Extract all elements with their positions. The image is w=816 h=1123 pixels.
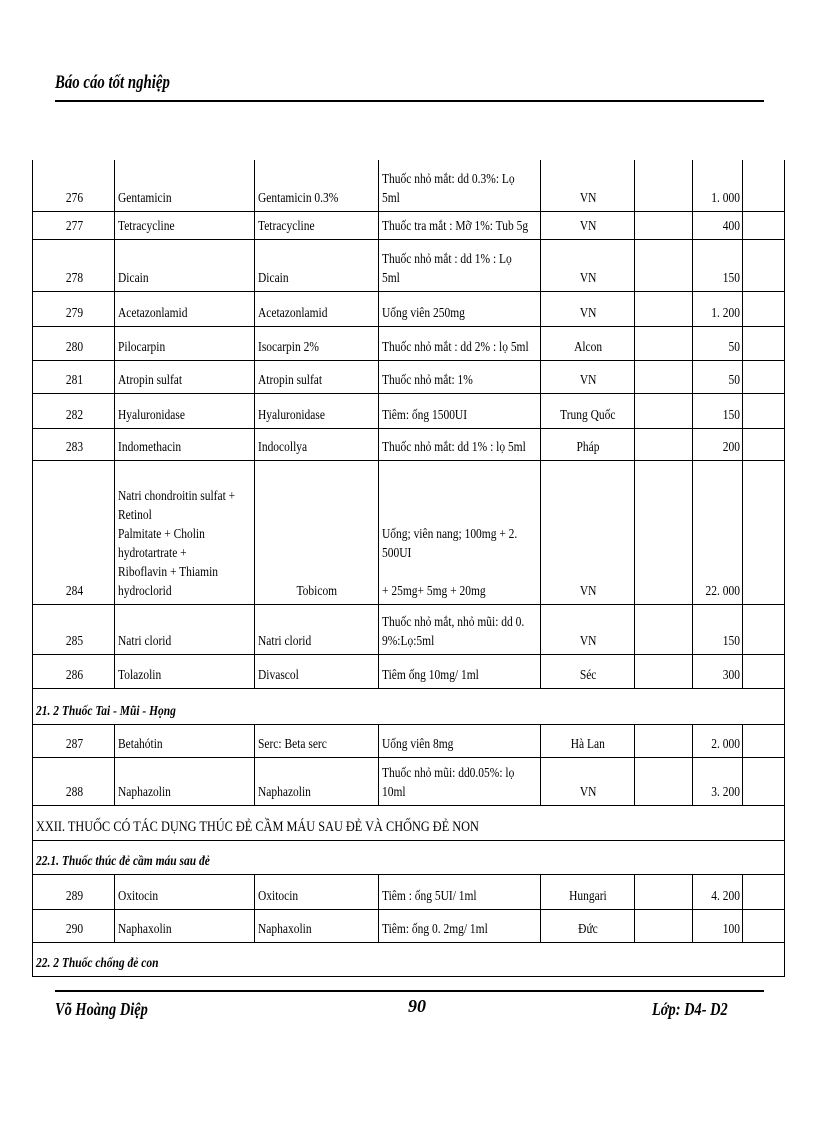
origin: VN bbox=[579, 190, 597, 206]
origin: VN bbox=[579, 583, 597, 599]
table-row bbox=[33, 757, 785, 805]
row-number: 282 bbox=[65, 407, 83, 423]
row-number: 277 bbox=[65, 218, 83, 234]
quantity: 2. 000 bbox=[711, 736, 740, 752]
row-number: 288 bbox=[65, 784, 83, 800]
table-row bbox=[33, 211, 785, 239]
origin: Pháp bbox=[576, 439, 600, 455]
row-number: 281 bbox=[65, 372, 83, 388]
dosage-form-line: 500UI bbox=[382, 545, 412, 561]
origin: VN bbox=[579, 633, 597, 649]
dosage-form: Thuốc nhỏ mắt : dd 2% : lọ 5ml bbox=[382, 339, 529, 355]
table-row bbox=[33, 724, 785, 757]
brand-name: Serc: Beta serc bbox=[258, 736, 327, 752]
drug-name: Betahótin bbox=[118, 736, 163, 752]
brand-name: Natri clorid bbox=[258, 633, 312, 649]
origin: VN bbox=[579, 270, 597, 286]
drug-name-line: Retinol bbox=[118, 507, 152, 523]
table-row bbox=[33, 239, 785, 291]
dosage-form: Thuốc nhỏ mắt: dd 1% : lọ 5ml bbox=[382, 439, 526, 455]
row-number: 290 bbox=[65, 921, 83, 937]
subsection-row bbox=[33, 942, 785, 976]
quantity: 50 bbox=[728, 372, 740, 388]
row-number: 284 bbox=[65, 583, 83, 599]
drug-name: Tetracycline bbox=[118, 218, 175, 234]
table-row bbox=[33, 460, 785, 604]
row-number: 278 bbox=[65, 270, 83, 286]
origin: VN bbox=[579, 784, 597, 800]
row-number: 283 bbox=[65, 439, 83, 455]
origin: Đức bbox=[578, 921, 598, 937]
dosage-form-cont: 10ml bbox=[382, 784, 406, 800]
section-row bbox=[33, 805, 785, 840]
drug-name: Gentamicin bbox=[118, 190, 172, 206]
table-row bbox=[33, 326, 785, 360]
page-header-title: Báo cáo tốt nghiệp bbox=[55, 72, 170, 93]
dosage-form: Thuốc nhỏ mắt: 1% bbox=[382, 372, 473, 388]
drug-name: Pilocarpin bbox=[118, 339, 166, 355]
footer-rule bbox=[55, 990, 764, 992]
drug-table bbox=[32, 160, 785, 977]
origin: Alcon bbox=[573, 339, 603, 355]
row-number: 279 bbox=[65, 305, 83, 321]
brand-name: Tetracycline bbox=[258, 218, 315, 234]
dosage-form-cont: 5ml bbox=[382, 270, 400, 286]
quantity: 400 bbox=[722, 218, 740, 234]
dosage-form-cont: 9%:Lọ:5ml bbox=[382, 633, 435, 649]
drug-name: Natri clorid bbox=[118, 633, 172, 649]
row-number: 285 bbox=[65, 633, 83, 649]
brand-name: Isocarpin 2% bbox=[258, 339, 319, 355]
brand-name: Dicain bbox=[258, 270, 289, 286]
brand-name: Gentamicin 0.3% bbox=[258, 190, 339, 206]
quantity: 22. 000 bbox=[705, 583, 740, 599]
dosage-form-line: Uống; viên nang; 100mg + 2. bbox=[382, 526, 518, 542]
footer-author: Võ Hoàng Diệp bbox=[55, 999, 148, 1019]
quantity: 150 bbox=[722, 633, 740, 649]
quantity: 4. 200 bbox=[711, 888, 740, 904]
drug-name: Tolazolin bbox=[118, 667, 162, 683]
subsection-heading: 22. 2 Thuốc chống đẻ con bbox=[36, 955, 159, 971]
row-number: 289 bbox=[65, 888, 83, 904]
origin: Séc bbox=[579, 667, 597, 683]
row-number: 286 bbox=[65, 667, 83, 683]
quantity: 50 bbox=[728, 339, 740, 355]
drug-name: Indomethacin bbox=[118, 439, 182, 455]
brand-name: Divascol bbox=[258, 667, 299, 683]
dosage-form: Thuốc nhỏ mắt, nhỏ mũi: dd 0. bbox=[382, 614, 525, 630]
dosage-form: Tiêm ống 10mg/ 1ml bbox=[382, 667, 479, 683]
table-row bbox=[33, 291, 785, 326]
dosage-form-line: + 25mg+ 5mg + 20mg bbox=[382, 583, 486, 599]
drug-name-line: Riboflavin + Thiamin bbox=[118, 564, 219, 580]
drug-name-line: hydroclorid bbox=[118, 583, 172, 599]
table-row bbox=[33, 654, 785, 688]
section-heading: XXII. THUỐC CÓ TÁC DỤNG THÚC ĐẺ CẦM MÁU SAU ĐẺ VÀ CHỐNG ĐẺ NON bbox=[36, 818, 479, 835]
dosage-form: Tiêm: ống 1500UI bbox=[382, 407, 468, 423]
table-row bbox=[33, 604, 785, 654]
subsection-row bbox=[33, 688, 785, 724]
brand-name: Acetazonlamid bbox=[258, 305, 328, 321]
brand-name: Oxitocin bbox=[258, 888, 299, 904]
origin: VN bbox=[579, 372, 597, 388]
origin: Hungari bbox=[569, 888, 607, 904]
table-row bbox=[33, 428, 785, 460]
drug-name: Dicain bbox=[118, 270, 149, 286]
origin: VN bbox=[579, 218, 597, 234]
quantity: 300 bbox=[722, 667, 740, 683]
table-row bbox=[33, 393, 785, 428]
subsection-heading: 21. 2 Thuốc Tai - Mũi - Họng bbox=[36, 703, 176, 719]
drug-name-line: Palmitate + Cholin bbox=[118, 526, 205, 542]
drug-name: Naphaxolin bbox=[118, 921, 172, 937]
dosage-form: Tiêm: ống 0. 2mg/ 1ml bbox=[382, 921, 488, 937]
row-number: 287 bbox=[65, 736, 83, 752]
table-row bbox=[33, 909, 785, 942]
dosage-form: Thuốc tra mắt : Mỡ 1%: Tub 5g bbox=[382, 218, 529, 234]
line-gap bbox=[382, 563, 538, 582]
row-number: 276 bbox=[65, 190, 83, 206]
quantity: 3. 200 bbox=[711, 784, 740, 800]
footer-class: Lớp: D4- D2 bbox=[652, 999, 728, 1019]
drug-name-line: Natri chondroitin sulfat + bbox=[118, 488, 236, 504]
quantity: 1. 200 bbox=[711, 305, 740, 321]
dosage-form: Thuốc nhỏ mắt : dd 1% : Lọ bbox=[382, 251, 512, 267]
quantity: 1. 000 bbox=[711, 190, 740, 206]
dosage-form: Thuốc nhỏ mắt: dd 0.3%: Lọ bbox=[382, 171, 515, 187]
dosage-form: Uống viên 250mg bbox=[382, 305, 465, 321]
drug-name: Hyaluronidase bbox=[118, 407, 185, 423]
drug-name: Acetazonlamid bbox=[118, 305, 188, 321]
quantity: 100 bbox=[722, 921, 740, 937]
brand-name: Tobicom bbox=[296, 583, 338, 599]
dosage-form: Tiêm : ống 5UI/ 1ml bbox=[382, 888, 477, 904]
drug-name: Oxitocin bbox=[118, 888, 159, 904]
subsection-row bbox=[33, 840, 785, 874]
brand-name: Hyaluronidase bbox=[258, 407, 325, 423]
quantity: 150 bbox=[722, 407, 740, 423]
origin: VN bbox=[579, 305, 597, 321]
table-row bbox=[33, 874, 785, 909]
row-number: 280 bbox=[65, 339, 83, 355]
drug-name: Atropin sulfat bbox=[118, 372, 183, 388]
table-row bbox=[33, 360, 785, 393]
dosage-form: Uống viên 8mg bbox=[382, 736, 454, 752]
subsection-heading: 22.1. Thuốc thúc đẻ cầm máu sau đẻ bbox=[36, 853, 210, 869]
dosage-form: Thuốc nhỏ mũi: dd0.05%: lọ bbox=[382, 765, 515, 781]
brand-name: Atropin sulfat bbox=[258, 372, 323, 388]
table-row bbox=[33, 160, 785, 211]
origin: Trung Quốc bbox=[560, 407, 616, 423]
dosage-form-cont: 5ml bbox=[382, 190, 400, 206]
page-number: 90 bbox=[408, 996, 426, 1016]
drug-name-line: hydrotartrate + bbox=[118, 545, 187, 561]
brand-name: Naphaxolin bbox=[258, 921, 312, 937]
origin: Hà Lan bbox=[570, 736, 606, 752]
quantity: 200 bbox=[722, 439, 740, 455]
quantity: 150 bbox=[722, 270, 740, 286]
drug-name: Naphazolin bbox=[118, 784, 171, 800]
brand-name: Indocollya bbox=[258, 439, 308, 455]
header-rule bbox=[55, 100, 764, 102]
brand-name: Naphazolin bbox=[258, 784, 311, 800]
